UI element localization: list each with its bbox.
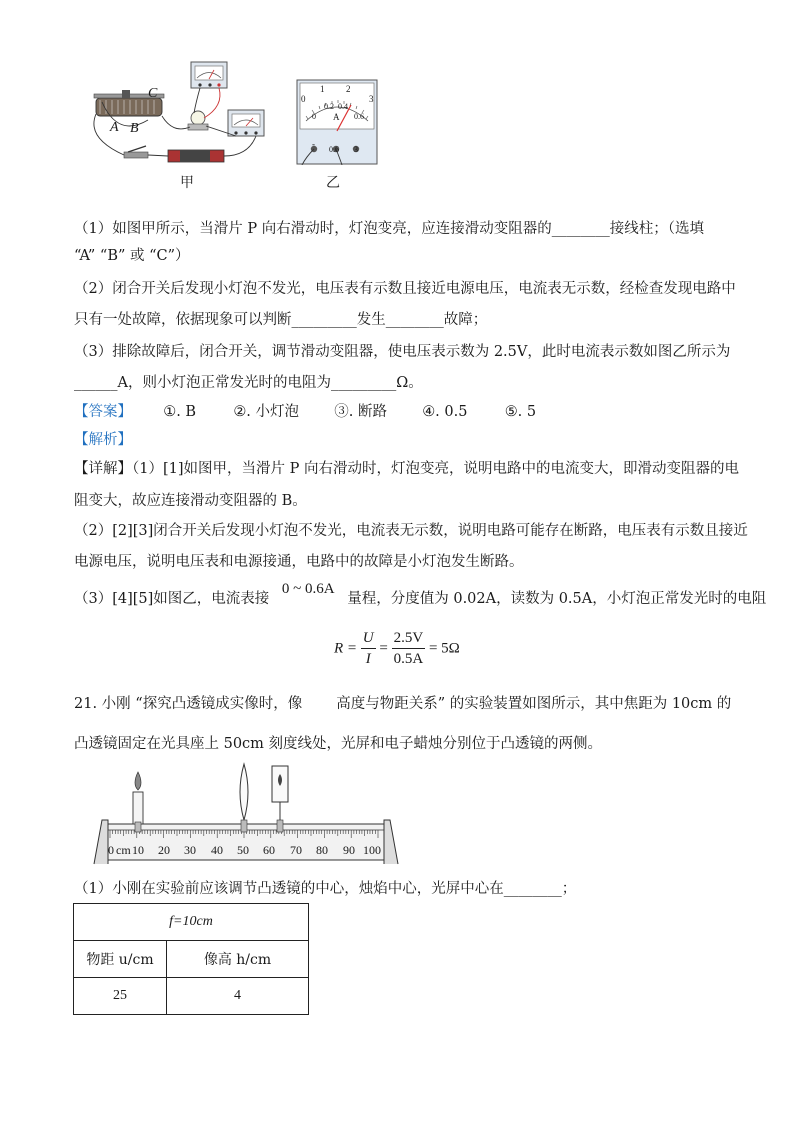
q2-line1: （2）闭合开关后发现小灯泡不发光，电压表有示数且接近电源电压，电流表无示数，经检查发现电路中	[74, 281, 736, 297]
ammeter-scale-bottom-3: 0.6	[354, 112, 364, 121]
voltmeter	[191, 62, 227, 88]
bench-label-cm: cm	[116, 843, 131, 857]
analysis-p2-line2: 电源电压，说明电压表和电源接通，电路中的故障是小灯泡发生断路。	[74, 554, 524, 570]
label-c: C	[148, 86, 158, 101]
answer-item-3: ③. 断路	[334, 404, 387, 420]
formula-lhs: R =	[334, 640, 358, 657]
formula-eq: =	[379, 640, 388, 657]
formula-den-current: 0.5A	[393, 651, 424, 667]
formula-fraction-ui	[361, 628, 376, 669]
bench-label-100: 100	[363, 843, 381, 857]
resistance-formula	[334, 628, 460, 669]
answer-tag: 【答案】	[74, 404, 132, 420]
q21-line1-a: 21. 小刚 “探究凸透镜成实像时，像	[74, 696, 303, 712]
table-header-row	[74, 904, 309, 941]
ammeter-terminal-3: 3	[354, 145, 358, 154]
label-b: B	[130, 121, 139, 136]
q21-line2: 凸透镜固定在光具座上 50cm 刻度线处，光屏和电子蜡烛分别位于凸透镜的两侧。	[74, 736, 603, 752]
ammeter-scale-top-3: 3	[369, 94, 374, 104]
q1-line2: “A” “B” 或 “C”）	[74, 248, 190, 264]
q21-line1-b: 高度与物距关系” 的实验装置如图所示，其中焦距为 10cm 的	[336, 696, 732, 712]
table-col-distance: 物距 u/cm	[74, 941, 167, 978]
ammeter-scale-top-1: 1	[320, 84, 325, 94]
q2-line2: 只有一处故障，依据现象可以判断_________发生________故障；	[74, 312, 488, 328]
candle	[133, 772, 143, 832]
analysis-p3-suffix: 量程，分度值为 0.02A，读数为 0.5A，小灯泡正常发光时的电阻	[347, 591, 767, 607]
q1-line1: （1）如图甲所示，当滑片 P 向右滑动时，灯泡变亮，应连接滑动变阻器的________接线柱；（选填	[74, 221, 704, 237]
bench-label-90: 90	[343, 843, 355, 857]
table-column-row	[74, 941, 309, 978]
ammeter-scale-bottom-2: 0.4	[338, 102, 348, 111]
table-cell-u: 25	[74, 978, 167, 1015]
caption-yi: 乙	[326, 175, 340, 191]
bench-label-60: 60	[263, 843, 275, 857]
ammeter-small	[228, 110, 264, 136]
q21-line1	[74, 693, 731, 715]
formula-fraction-values	[392, 628, 426, 669]
answer-row	[74, 401, 536, 423]
caption-jia: 甲	[180, 175, 194, 191]
table-col-height: 像高 h/cm	[167, 941, 309, 978]
analysis-tag: 【解析】	[74, 432, 132, 448]
analysis-p1-text: （1）[1]如图甲，当滑片 P 向右滑动时，灯泡变亮，说明电路中的电流变大，即滑动变阻器的电	[132, 461, 739, 477]
analysis-p2-line1: （2）[2][3]闭合开关后发现小灯泡不发光，电流表无示数，说明电路可能存在断路，电压表有示数且接近	[74, 523, 748, 539]
q3-line2: ______A，则小灯泡正常发光时的电阻为_________Ω。	[74, 375, 423, 391]
ammeter-scale-top-0: 0	[301, 94, 306, 104]
bench-label-10: 10	[132, 843, 144, 857]
ammeter-terminal-neg: -	[312, 139, 315, 149]
bench-label-50: 50	[237, 843, 249, 857]
bench-label-30: 30	[184, 843, 196, 857]
analysis-p3	[74, 581, 767, 614]
switch	[124, 146, 148, 158]
ammeter-unit: A	[333, 112, 340, 122]
bench-label-0: 0	[108, 843, 114, 857]
answer-item-5: ⑤. 5	[504, 404, 537, 420]
analysis-p1-line2: 阻变大，故应连接滑动变阻器的 B。	[74, 493, 307, 509]
lamp	[188, 111, 208, 130]
table-row	[74, 978, 309, 1015]
light-screen	[272, 766, 288, 832]
q3-line1: （3）排除故障后，闭合开关，调节滑动变阻器，使电压表示数为 2.5V，此时电流表示数如图乙所示为	[74, 344, 731, 360]
analysis-p3-range: 0 ~ 0.6A	[281, 581, 335, 597]
bench-label-70: 70	[290, 843, 302, 857]
answer-item-4: ④. 0.5	[422, 404, 468, 420]
answer-item-1: ①. B	[163, 404, 197, 420]
bench-label-40: 40	[211, 843, 223, 857]
analysis-p3-prefix: （3）[4][5]如图乙，电流表接	[74, 591, 270, 607]
ammeter-terminal-06: 0.6	[329, 145, 339, 154]
bench-label-20: 20	[158, 843, 170, 857]
circuit-figure-jia	[88, 58, 278, 170]
label-a: A	[110, 120, 119, 135]
formula-den-i: I	[365, 651, 371, 667]
formula-num-voltage: 2.5V	[392, 628, 426, 649]
formula-num-u: U	[361, 628, 376, 649]
formula-result: = 5Ω	[428, 640, 460, 657]
q21-sub1: （1）小刚在实验前应该调节凸透镜的中心，烛焰中心，光屏中心在________；	[74, 881, 577, 897]
table-header: f=10cm	[74, 904, 309, 941]
ammeter-scale-bottom-1: 0.2	[324, 102, 334, 111]
ammeter-scale-bottom-0: 0	[312, 112, 316, 121]
ammeter-scale-top-2: 2	[346, 84, 351, 94]
detail-tag: 【详解】	[74, 461, 132, 477]
data-table	[73, 903, 309, 1015]
battery	[168, 150, 224, 162]
table-cell-h: 4	[167, 978, 309, 1015]
bench-label-80: 80	[316, 843, 328, 857]
convex-lens	[240, 764, 248, 832]
analysis-p1-line1	[74, 458, 739, 480]
answer-item-2: ②. 小灯泡	[233, 404, 300, 420]
